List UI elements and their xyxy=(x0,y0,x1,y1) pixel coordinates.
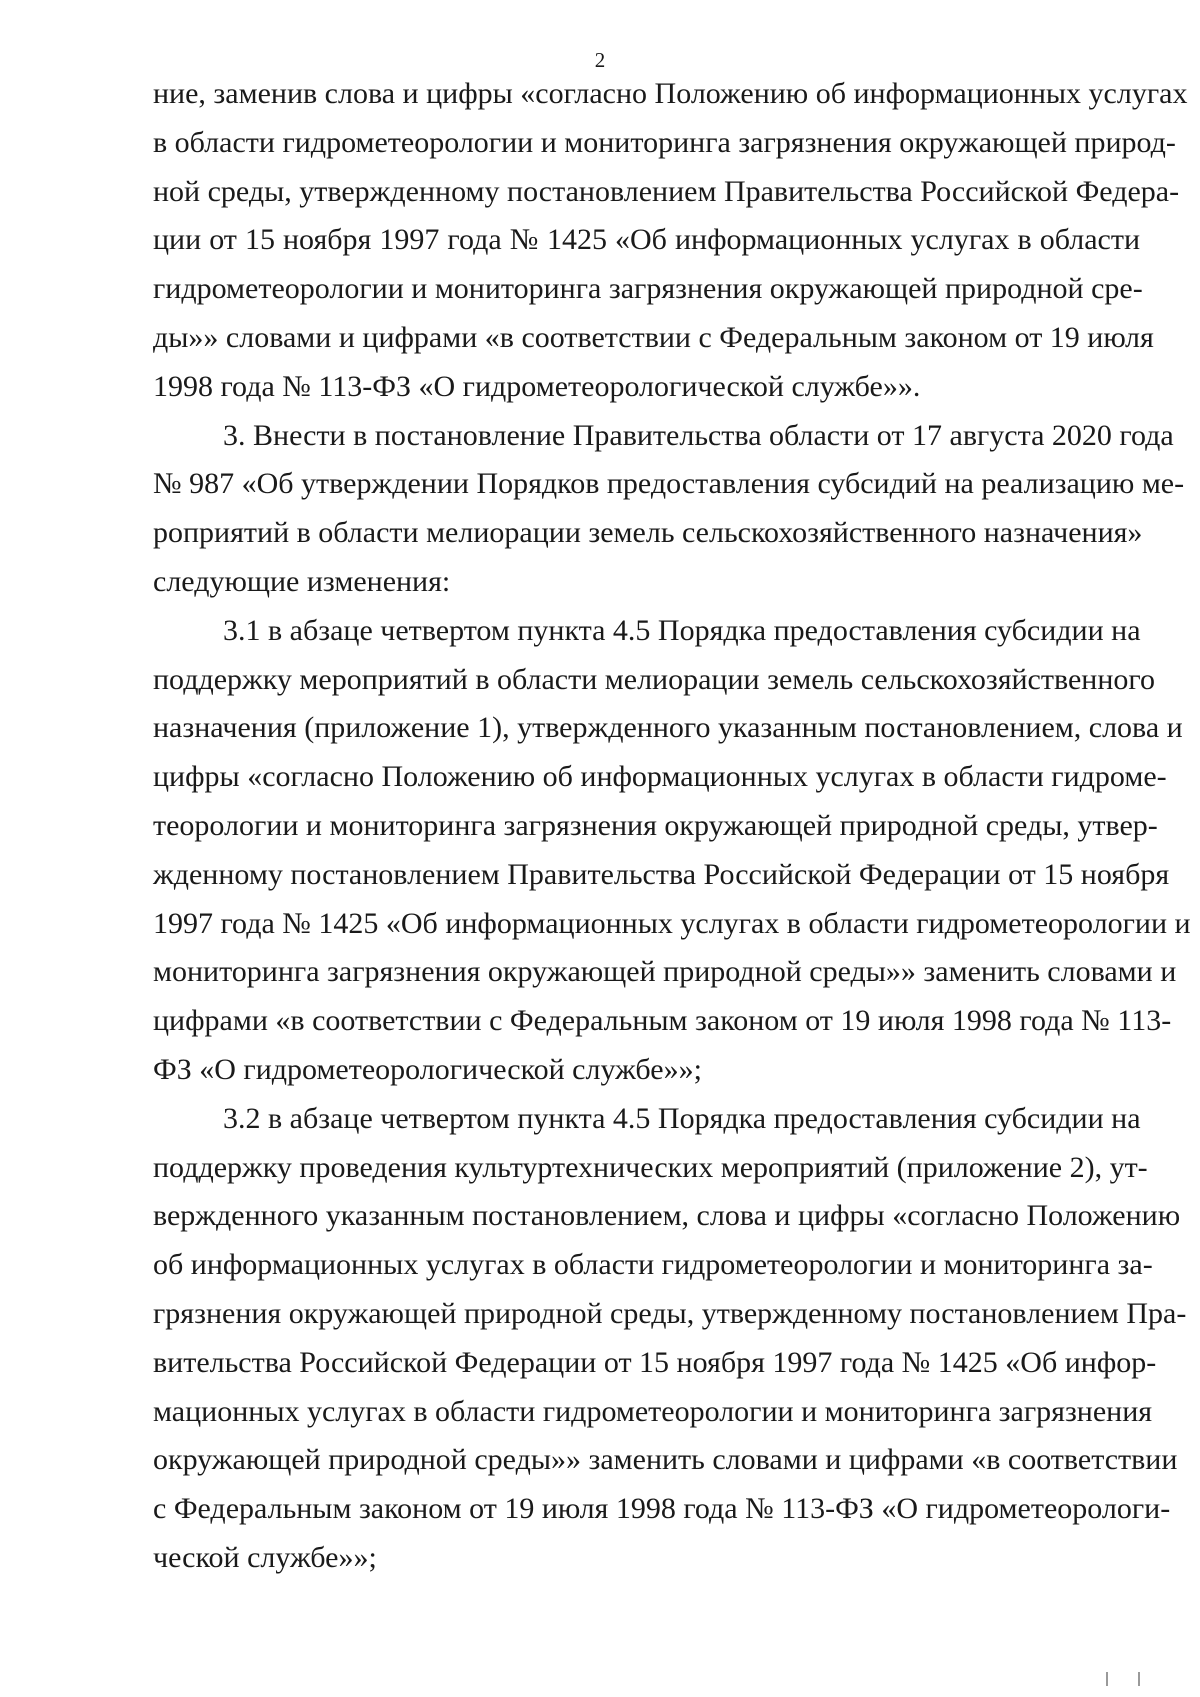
text-line: мониторинга загрязнения окружающей природной среды»» заменить словами и xyxy=(153,955,1177,989)
text-line: ческой службе»»; xyxy=(153,1540,377,1574)
text-line: грязнения окружающей природной среды, утвержденному постановлением Пра- xyxy=(153,1296,1187,1330)
text-line: вержденного указанным постановлением, слова и цифры «согласно Положению xyxy=(153,1199,1181,1233)
text-line: роприятий в области мелиорации земель сельскохозяйственного назначения» xyxy=(153,516,1143,550)
text-line: ды»» словами и цифрами «в соответствии с Федеральным законом от 19 июля xyxy=(153,320,1154,354)
text-line: цифры «согласно Положению об информационных услугах в области гидроме- xyxy=(153,760,1167,794)
page-number: 2 xyxy=(594,48,606,72)
text-line: мационных услугах в области гидрометеорологии и мониторинга загрязнения xyxy=(153,1394,1153,1428)
text-line: поддержку проведения культуртехнических мероприятий (приложение 2), ут- xyxy=(153,1150,1148,1184)
text-line: поддержку мероприятий в области мелиорации земель сельскохозяйственного xyxy=(153,662,1155,696)
text-line: ной среды, утвержденному постановлением Правительства Российской Федера- xyxy=(153,174,1180,208)
text-line: назначения (приложение 1), утвержденного указанным постановлением, слова и xyxy=(153,711,1183,745)
paragraph-continuation xyxy=(153,70,1188,412)
text-line: следующие изменения: xyxy=(153,564,451,598)
text-line: ФЗ «О гидрометеорологической службе»»; xyxy=(153,1052,702,1086)
text-line: теорологии и мониторинга загрязнения окружающей природной среды, утвер- xyxy=(153,808,1158,842)
paragraph-item-3-2 xyxy=(153,1095,1187,1583)
text-line: ние, заменив слова и цифры «согласно Положению об информационных услугах xyxy=(153,77,1188,110)
scan-mark xyxy=(1106,1672,1108,1686)
text-line: 3.2 в абзаце четвертом пункта 4.5 Порядка предоставления субсидии на xyxy=(223,1101,1141,1135)
text-line: в области гидрометеорологии и мониторинга загрязнения окружающей природ- xyxy=(153,125,1176,159)
text-line: с Федеральным законом от 19 июля 1998 года № 113-ФЗ «О гидрометеорологи- xyxy=(153,1492,1171,1526)
text-line: 3. Внести в постановление Правительства области от 17 августа 2020 года xyxy=(223,418,1174,452)
scan-mark xyxy=(1138,1672,1140,1686)
text-line: гидрометеорологии и мониторинга загрязнения окружающей природной сре- xyxy=(153,272,1143,306)
text-line: цифрами «в соответствии с Федеральным законом от 19 июля 1998 года № 113- xyxy=(153,1004,1172,1038)
text-line: вительства Российской Федерации от 15 ноября 1997 года № 1425 «Об инфор- xyxy=(153,1345,1157,1379)
text-line: 1998 года № 113-ФЗ «О гидрометеорологической службе»». xyxy=(153,369,921,403)
document-body xyxy=(153,70,1191,1583)
text-line: об информационных услугах в области гидрометеорологии и мониторинга за- xyxy=(153,1248,1153,1282)
text-line: 1997 года № 1425 «Об информационных услугах в области гидрометеорологии и xyxy=(153,906,1191,940)
text-line: № 987 «Об утверждении Порядков предоставления субсидий на реализацию ме- xyxy=(153,467,1185,501)
paragraph-item-3-1 xyxy=(153,607,1191,1095)
text-line: ции от 15 ноября 1997 года № 1425 «Об информационных услугах в области xyxy=(153,223,1140,257)
text-line: окружающей природной среды»» заменить словами и цифрами «в соответствии xyxy=(153,1443,1178,1477)
paragraph-item-3 xyxy=(153,412,1185,607)
text-line: жденному постановлением Правительства Российской Федерации от 15 ноября xyxy=(153,857,1170,891)
text-line: 3.1 в абзаце четвертом пункта 4.5 Порядка предоставления субсидии на xyxy=(223,613,1141,647)
